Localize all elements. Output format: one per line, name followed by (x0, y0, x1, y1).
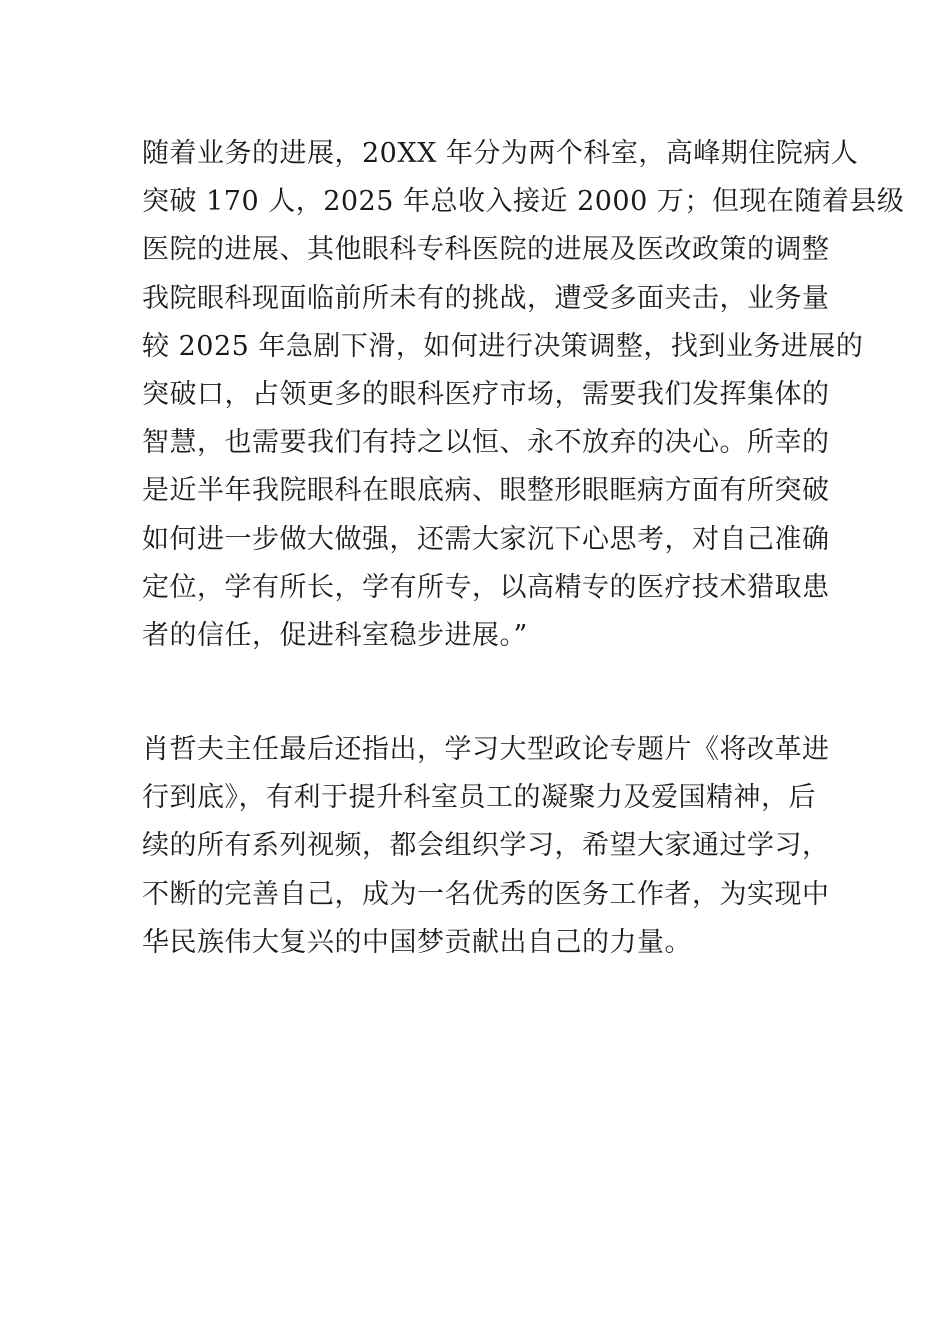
paragraph-2 (142, 726, 830, 967)
text-line: 随着业务的进展，20XX 年分为两个科室，高峰期住院病人 (142, 138, 859, 169)
text-line: 者的信任，促进科室稳步进展。” (142, 619, 528, 651)
text-line: 是近半年我院眼科在眼底病、眼整形眼眶病方面有所突破 (142, 475, 830, 507)
text-line: 智慧，也需要我们有持之以恒、永不放弃的决心。所幸的 (142, 427, 830, 459)
text-line: 医院的进展、其他眼科专科医院的进展及医改政策的调整 (142, 234, 830, 266)
text-line: 肖哲夫主任最后还指出，学习大型政论专题片《将改革进 (142, 734, 830, 765)
text-line: 如何进一步做大做强，还需大家沉下心思考，对自己准确 (142, 523, 830, 555)
text-line: 续的所有系列视频，都会组织学习，希望大家通过学习， (142, 830, 830, 862)
text-line: 定位，学有所长，学有所专，以高精专的医疗技术猎取患 (142, 571, 830, 603)
text-line: 较 2025 年急剧下滑，如何进行决策调整，找到业务进展的 (142, 330, 864, 362)
text-line: 突破口，占领更多的眼科医疗市场，需要我们发挥集体的 (142, 378, 830, 410)
text-line: 华民族伟大复兴的中国梦贡献出自己的力量。 (142, 926, 692, 958)
text-line: 不断的完善自己，成为一名优秀的医务工作者，为实现中 (142, 878, 830, 910)
text-line: 突破 170 人，2025 年总收入接近 2000 万；但现在随着县级 (142, 186, 905, 218)
paragraph-1 (142, 130, 904, 660)
text-line: 我院眼科现面临前所未有的挑战，遭受多面夹击，业务量 (142, 282, 830, 314)
text-line: 行到底》，有利于提升科室员工的凝聚力及爱国精神，后 (142, 782, 816, 814)
